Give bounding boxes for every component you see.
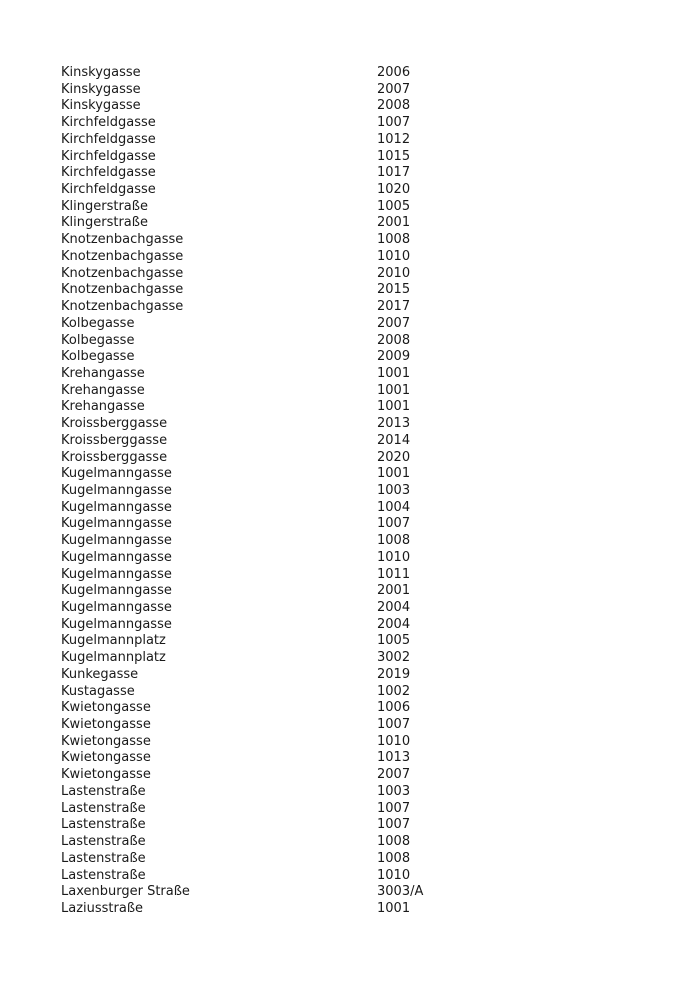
street-name: Kirchfeldgasse — [61, 131, 156, 147]
street-name: Lastenstraße — [61, 783, 146, 799]
street-name: Knotzenbachgasse — [61, 265, 184, 281]
house-number: 2015 — [377, 282, 411, 298]
house-number: 1017 — [377, 165, 411, 181]
street-name: Kugelmanngasse — [61, 583, 172, 599]
house-number: 2019 — [377, 666, 411, 682]
house-number: 2014 — [377, 432, 411, 448]
street-name: Kunkegasse — [61, 666, 139, 682]
house-number: 2008 — [377, 98, 411, 114]
house-number: 1010 — [377, 867, 411, 883]
house-number: 2009 — [377, 349, 411, 365]
house-number: 3003/A — [377, 884, 424, 900]
street-name: Kirchfeldgasse — [61, 115, 156, 131]
street-name: Lastenstraße — [61, 834, 146, 850]
house-number: 1010 — [377, 248, 411, 264]
street-name: Lastenstraße — [61, 850, 146, 866]
street-name: Kugelmanngasse — [61, 466, 172, 482]
street-name: Kugelmanngasse — [61, 616, 172, 632]
house-number: 1012 — [377, 131, 411, 147]
house-number: 1008 — [377, 533, 411, 549]
house-number: 2013 — [377, 416, 411, 432]
street-name: Kugelmanngasse — [61, 533, 172, 549]
house-number: 1011 — [377, 566, 411, 582]
house-number: 1003 — [377, 783, 411, 799]
street-name: Lastenstraße — [61, 800, 146, 816]
house-number: 2017 — [377, 299, 411, 315]
street-name: Lastenstraße — [61, 867, 146, 883]
street-name: Kroissberggasse — [61, 449, 168, 465]
street-name: Knotzenbachgasse — [61, 282, 184, 298]
street-name: Kolbegasse — [61, 315, 135, 331]
street-name: Kugelmanngasse — [61, 482, 172, 498]
house-number: 1001 — [377, 466, 411, 482]
street-name: Kinskygasse — [61, 65, 141, 80]
street-name: Kwietongasse — [61, 750, 151, 766]
street-name: Kustagasse — [61, 683, 135, 699]
house-number: 2007 — [377, 767, 411, 783]
street-name: Knotzenbachgasse — [61, 232, 184, 248]
street-name: Laxenburger Straße — [61, 884, 190, 900]
street-name: Krehangasse — [61, 399, 145, 415]
house-number: 2008 — [377, 332, 411, 348]
street-name: Kugelmanngasse — [61, 549, 172, 565]
house-number: 1007 — [377, 800, 411, 816]
street-name: Krehangasse — [61, 382, 145, 398]
house-number: 1004 — [377, 499, 411, 515]
house-number: 2004 — [377, 600, 411, 615]
street-name: Kugelmanngasse — [61, 499, 172, 515]
street-name: Kugelmanngasse — [61, 566, 172, 582]
street-name: Kirchfeldgasse — [61, 148, 156, 164]
street-name: Kroissberggasse — [61, 432, 168, 448]
house-number: 2006 — [377, 65, 411, 80]
house-number: 1007 — [377, 817, 411, 833]
house-number: 1007 — [377, 115, 411, 131]
house-number: 1010 — [377, 549, 411, 565]
house-number: 2007 — [377, 81, 411, 97]
house-number: 1003 — [377, 482, 411, 498]
street-name: Kwietongasse — [61, 717, 151, 733]
house-number: 2007 — [377, 315, 411, 331]
street-name: Klingerstraße — [61, 215, 148, 231]
street-name: Lastenstraße — [61, 817, 146, 833]
street-name: Kugelmannplatz — [61, 633, 166, 649]
street-name: Kugelmannplatz — [61, 650, 166, 666]
house-number: 1008 — [377, 834, 411, 850]
house-number: 2020 — [377, 449, 411, 465]
street-name: Laziusstraße — [61, 900, 144, 916]
house-number: 1001 — [377, 365, 411, 381]
house-number: 1008 — [377, 850, 411, 866]
house-number: 1007 — [377, 717, 411, 733]
house-number: 1015 — [377, 148, 411, 164]
street-name: Kroissberggasse — [61, 416, 168, 432]
street-name: Kinskygasse — [61, 81, 141, 97]
street-name: Kugelmanngasse — [61, 516, 172, 532]
street-name: Kwietongasse — [61, 767, 151, 783]
house-number: 1020 — [377, 182, 411, 198]
street-name: Kinskygasse — [61, 98, 141, 114]
house-number: 3002 — [377, 650, 411, 666]
house-number: 1005 — [377, 198, 411, 214]
house-number: 1010 — [377, 733, 411, 749]
street-name: Kwietongasse — [61, 700, 151, 716]
house-number: 1001 — [377, 399, 411, 415]
house-number: 2010 — [377, 265, 411, 281]
street-name: Kugelmanngasse — [61, 600, 172, 615]
street-name: Knotzenbachgasse — [61, 299, 184, 315]
house-number: 1013 — [377, 750, 411, 766]
house-number: 1001 — [377, 900, 411, 916]
street-name: Klingerstraße — [61, 198, 148, 214]
house-number: 1008 — [377, 232, 411, 248]
street-name: Kwietongasse — [61, 733, 151, 749]
house-number: 1007 — [377, 516, 411, 532]
house-number: 1005 — [377, 633, 411, 649]
street-name: Kirchfeldgasse — [61, 165, 156, 181]
house-number: 2001 — [377, 583, 411, 599]
house-number: 1001 — [377, 382, 411, 398]
street-name: Kirchfeldgasse — [61, 182, 156, 198]
street-name: Krehangasse — [61, 365, 145, 381]
house-number: 1006 — [377, 700, 411, 716]
house-number: 2004 — [377, 616, 411, 632]
street-name: Kolbegasse — [61, 349, 135, 365]
house-number: 2001 — [377, 215, 411, 231]
house-number: 1002 — [377, 683, 411, 699]
street-name: Kolbegasse — [61, 332, 135, 348]
street-name: Knotzenbachgasse — [61, 248, 184, 264]
